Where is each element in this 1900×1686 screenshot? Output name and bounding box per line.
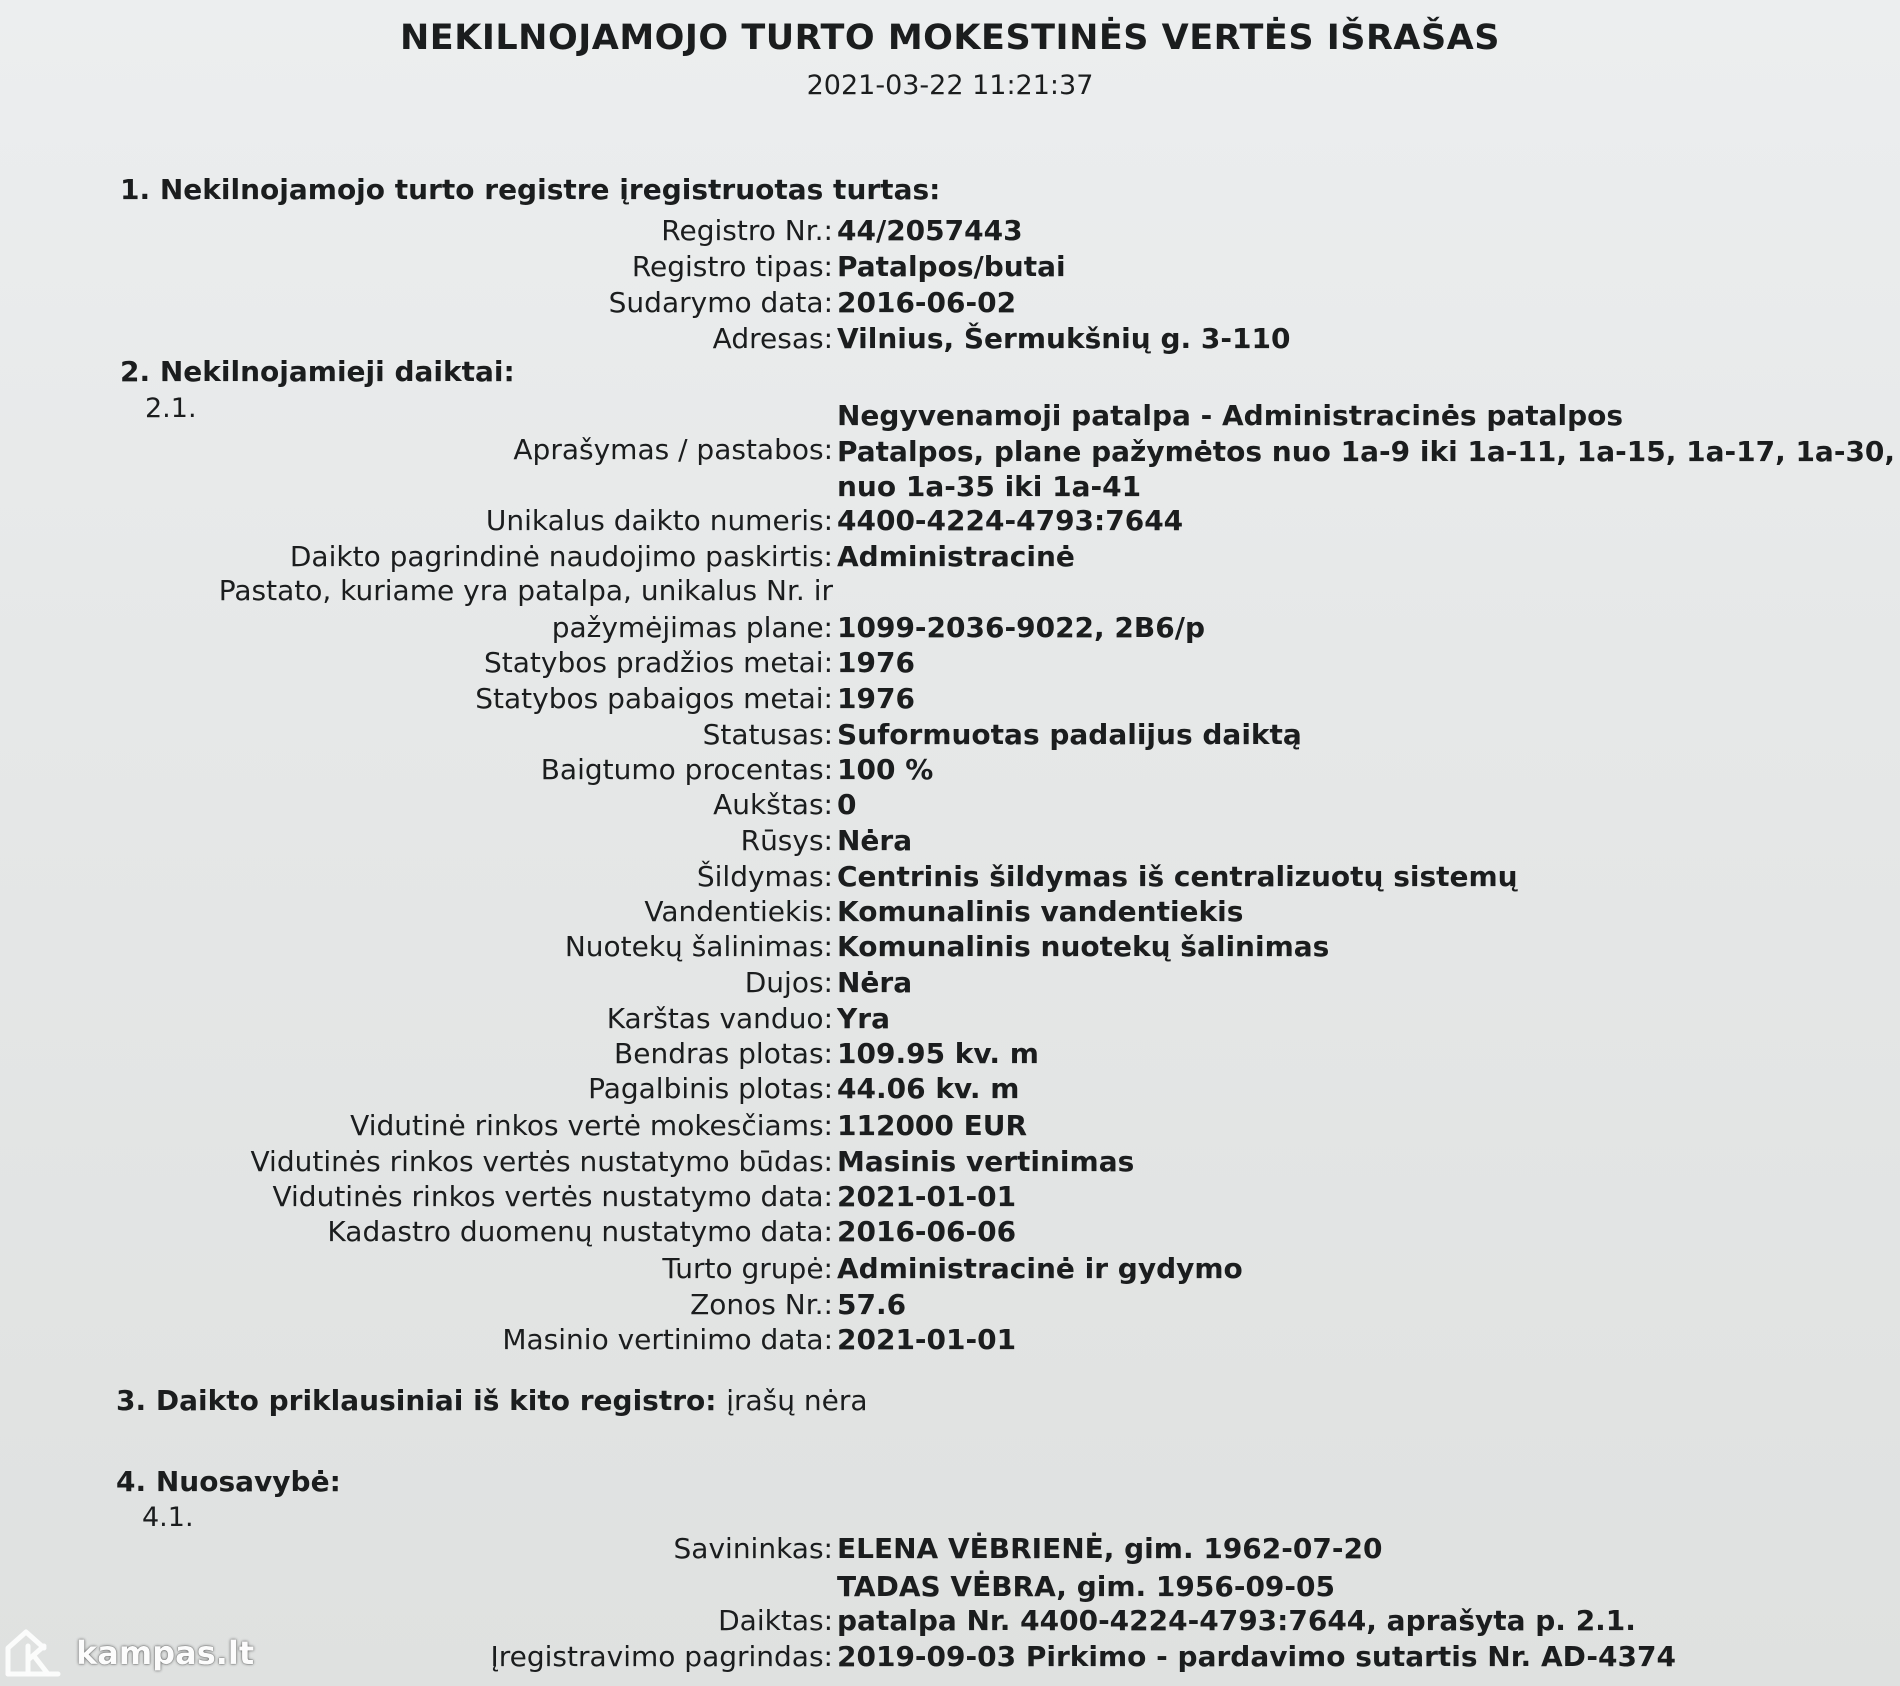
description-line-2: nuo 1a-35 iki 1a-41 (837, 470, 1142, 503)
field-value: Komunalinis vandentiekis (837, 895, 1244, 928)
field-label: Pagalbinis plotas: (588, 1072, 833, 1105)
field-label: Vidutinės rinkos vertės nustatymo būdas: (250, 1145, 833, 1178)
field-label: Kadastro duomenų nustatymo data: (327, 1215, 833, 1248)
section-3-title: 3. Daikto priklausiniai iš kito registro: (116, 1384, 717, 1417)
field-label: pažymėjimas plane: (551, 611, 833, 644)
section-1-heading: 1. Nekilnojamojo turto registre įregistruotas turtas: (120, 173, 941, 206)
field-label: Sudarymo data: (608, 286, 833, 319)
item-number-4-1: 4.1. (142, 1502, 194, 1533)
field-label: Daiktas: (718, 1604, 833, 1637)
field-label: Nuotekų šalinimas: (564, 930, 833, 963)
field-label: Registro Nr.: (661, 214, 833, 247)
field-value: 112000 EUR (837, 1109, 1028, 1142)
field-label: Statusas: (702, 718, 833, 751)
field-label: Rūsys: (740, 824, 833, 857)
building-label-line-1: Pastato, kuriame yra patalpa, unikalus Nr. ir (218, 574, 833, 607)
field-value: Suformuotas padalijus daiktą (837, 718, 1302, 751)
field-value: Centrinis šildymas iš centralizuotų sistemų (837, 860, 1518, 893)
field-value: Nėra (837, 824, 913, 857)
field-label: Savininkas: (673, 1532, 833, 1565)
field-value: 1976 (837, 682, 915, 715)
kampas-watermark (4, 1628, 254, 1678)
field-label: Vidutinės rinkos vertės nustatymo data: (272, 1180, 833, 1213)
description-line-1: Patalpos, plane pažymėtos nuo 1a-9 iki 1a-11, 1a-15, 1a-17, 1a-30, (837, 435, 1896, 468)
field-value: Komunalinis nuotekų šalinimas (837, 930, 1330, 963)
field-label: Karštas vanduo: (606, 1002, 833, 1035)
field-value: Vilnius, Šermukšnių g. 3-110 (837, 322, 1291, 355)
field-value: 2016-06-02 (837, 286, 1017, 319)
field-value: 2021-01-01 (837, 1180, 1017, 1213)
field-value: Administracinė ir gydymo (837, 1252, 1243, 1285)
field-value: 44.06 kv. m (837, 1072, 1020, 1105)
section-2-heading: 2. Nekilnojamieji daiktai: (120, 355, 515, 388)
item-number-2-1: 2.1. (145, 393, 197, 424)
field-value: 2016-06-06 (837, 1215, 1017, 1248)
field-label: Statybos pabaigos metai: (475, 682, 833, 715)
field-value: Patalpos/butai (837, 250, 1066, 283)
field-value: 57.6 (837, 1288, 907, 1321)
field-label: Vandentiekis: (644, 895, 833, 928)
document-datetime: 2021-03-22 11:21:37 (806, 70, 1094, 101)
field-value: 109.95 kv. m (837, 1037, 1039, 1070)
owner-line-2: TADAS VĖBRA, gim. 1956-09-05 (837, 1570, 1335, 1603)
field-label: Turto grupė: (662, 1252, 833, 1285)
field-value: 2019-09-03 Pirkimo - pardavimo sutartis Nr. AD-4374 (837, 1640, 1676, 1673)
field-label: Vidutinė rinkos vertė mokesčiams: (350, 1109, 833, 1142)
field-value: Masinis vertinimas (837, 1145, 1135, 1178)
field-value: ELENA VĖBRIENĖ, gim. 1962-07-20 (837, 1532, 1383, 1565)
field-value: patalpa Nr. 4400-4224-4793:7644, aprašyta p. 2.1. (837, 1604, 1636, 1637)
field-value: 100 % (837, 753, 934, 786)
field-label: Bendras plotas: (614, 1037, 833, 1070)
watermark-text: kampas.lt (76, 1634, 255, 1672)
field-label: Baigtumo procentas: (540, 753, 833, 786)
field-value: 1099-2036-9022, 2B6/p (837, 611, 1205, 644)
section-3-heading (116, 1384, 868, 1417)
section-3-value: įrašų nėra (726, 1384, 868, 1417)
field-label: Adresas: (712, 322, 833, 355)
item-title: Negyvenamoji patalpa - Administracinės patalpos (837, 399, 1624, 432)
field-value: Yra (837, 1002, 890, 1035)
field-value: Nėra (837, 966, 913, 999)
field-value: 4400-4224-4793:7644 (837, 504, 1184, 537)
field-label: Įregistravimo pagrindas: (490, 1640, 833, 1673)
field-label: Aukštas: (713, 788, 833, 821)
field-label: Statybos pradžios metai: (483, 646, 833, 679)
field-label: Zonos Nr.: (690, 1288, 833, 1321)
field-value: 44/2057443 (837, 214, 1023, 247)
document-title: NEKILNOJAMOJO TURTO MOKESTINĖS VERTĖS IŠRAŠAS (400, 18, 1500, 58)
house-k-logo-icon (4, 1628, 62, 1678)
field-label: Registro tipas: (631, 250, 833, 283)
field-label: Unikalus daikto numeris: (485, 504, 833, 537)
field-label: Masinio vertinimo data: (502, 1323, 833, 1356)
description-label: Aprašymas / pastabos: (513, 433, 833, 466)
field-label: Dujos: (744, 966, 833, 999)
field-value: Administracinė (837, 540, 1075, 573)
field-label: Daikto pagrindinė naudojimo paskirtis: (289, 540, 833, 573)
field-label: Šildymas: (696, 860, 833, 893)
section-4-heading: 4. Nuosavybė: (116, 1465, 341, 1498)
field-value: 1976 (837, 646, 915, 679)
field-value: 0 (837, 788, 857, 821)
field-value: 2021-01-01 (837, 1323, 1017, 1356)
